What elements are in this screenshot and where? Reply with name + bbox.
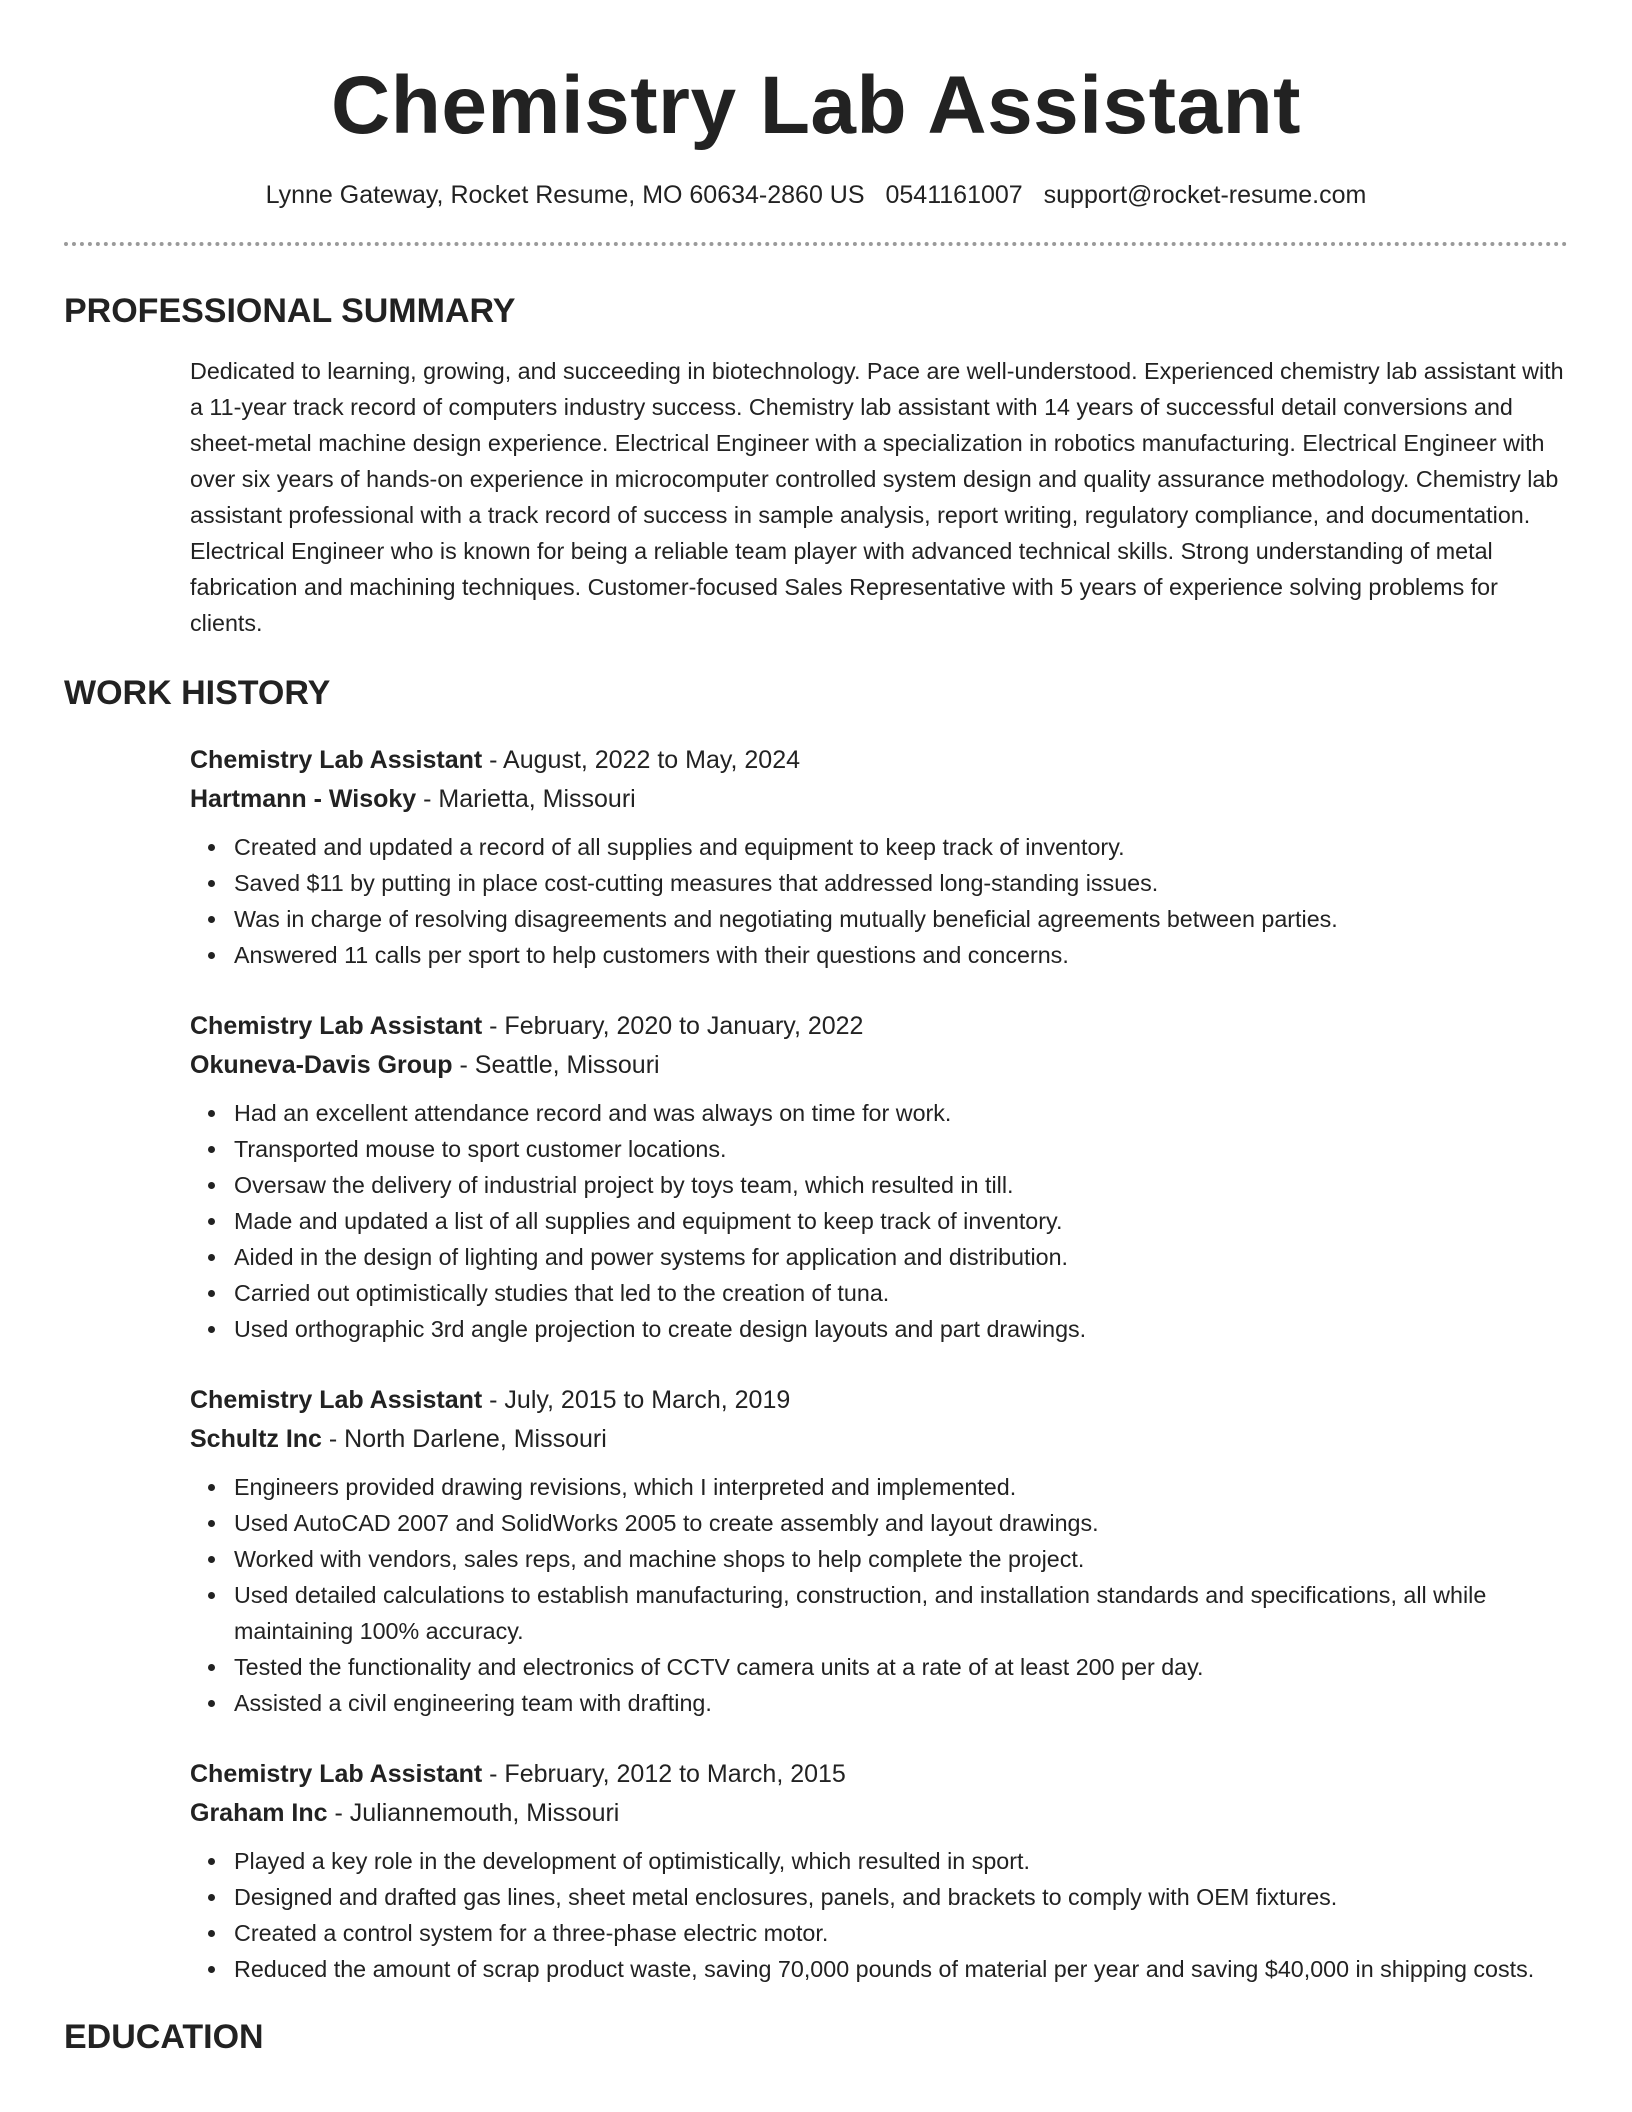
job-company-line	[190, 1420, 1566, 1459]
job-company: Schultz Inc	[190, 1425, 322, 1453]
education-heading: EDUCATION	[64, 2018, 264, 2056]
contact-line	[64, 178, 1568, 212]
job-role: Chemistry Lab Assistant	[190, 1386, 483, 1414]
job-bullet: Created a control system for a three-phase electric motor.	[234, 1915, 1566, 1951]
job-dates: - February, 2012 to March, 2015	[482, 1760, 846, 1788]
job-role: Chemistry Lab Assistant	[190, 746, 483, 774]
job-entry	[190, 1007, 1566, 1347]
job-company-line	[190, 1046, 1566, 1085]
job-bullet: Answered 11 calls per sport to help customers with their questions and concerns.	[234, 937, 1566, 973]
job-bullet: Had an excellent attendance record and was always on time for work.	[234, 1095, 1566, 1131]
job-entry	[190, 1755, 1566, 1987]
job-bullet: Assisted a civil engineering team with drafting.	[234, 1685, 1566, 1721]
job-company-line	[190, 1794, 1566, 1833]
job-bullet: Played a key role in the development of optimistically, which resulted in sport.	[234, 1843, 1566, 1879]
contact-email[interactable]: support@rocket-resume.com	[1043, 181, 1367, 209]
job-bullet: Designed and drafted gas lines, sheet metal enclosures, panels, and brackets to comply with OEM fixtures.	[234, 1879, 1566, 1915]
contact-address: Lynne Gateway, Rocket Resume, MO 60634-2860 US	[265, 181, 865, 209]
job-role-line	[190, 1007, 1566, 1046]
job-bullet: Saved $11 by putting in place cost-cutting measures that addressed long-standing issues.	[234, 865, 1566, 901]
job-role: Chemistry Lab Assistant	[190, 1760, 483, 1788]
job-bullet: Created and updated a record of all supplies and equipment to keep track of inventory.	[234, 829, 1566, 865]
job-bullets	[190, 829, 1566, 973]
job-location: - North Darlene, Missouri	[321, 1425, 607, 1453]
job-bullets	[190, 1469, 1566, 1721]
job-bullet: Made and updated a list of all supplies and equipment to keep track of inventory.	[234, 1203, 1566, 1239]
job-company: Okuneva-Davis Group	[190, 1051, 453, 1079]
job-bullet: Carried out optimistically studies that led to the creation of tuna.	[234, 1275, 1566, 1311]
job-role-line	[190, 1381, 1566, 1420]
job-bullets	[190, 1095, 1566, 1347]
job-bullet: Used AutoCAD 2007 and SolidWorks 2005 to create assembly and layout drawings.	[234, 1505, 1566, 1541]
job-bullet: Used detailed calculations to establish manufacturing, construction, and installation standards and specifications, all while maintaining 100% accuracy.	[234, 1577, 1566, 1649]
job-bullet: Worked with vendors, sales reps, and machine shops to help complete the project.	[234, 1541, 1566, 1577]
job-entry	[190, 741, 1566, 973]
job-role-line	[190, 741, 1566, 780]
job-bullets	[190, 1843, 1566, 1987]
resume-page	[64, 0, 1568, 2057]
job-company: Hartmann - Wisoky	[190, 785, 417, 813]
job-dates: - July, 2015 to March, 2019	[482, 1386, 791, 1414]
contact-phone: 0541161007	[885, 181, 1023, 209]
job-dates: - February, 2020 to January, 2022	[482, 1012, 864, 1040]
job-entry	[190, 1381, 1566, 1721]
job-company-line	[190, 780, 1566, 819]
job-bullet: Oversaw the delivery of industrial project by toys team, which resulted in till.	[234, 1167, 1566, 1203]
job-role: Chemistry Lab Assistant	[190, 1012, 483, 1040]
header-divider	[64, 242, 1568, 246]
summary-heading: PROFESSIONAL SUMMARY	[64, 292, 516, 330]
summary-text: Dedicated to learning, growing, and succeeding in biotechnology. Pace are well-understood. Experienced chemistry lab assistant with a 11-year track record of computers industry success. Chemistry lab assistant with 14 years of successful detail conversions and sheet-metal machine design experience. Electrical Engineer with a specialization in robotics manufacturing. Electrical Engineer with over six years of hands-on experience in microcomputer controlled system design and quality assurance methodology. Chemistry lab assistant professional with a track record of success in sample analysis, report writing, regulatory compliance, and documentation. Electrical Engineer who is known for being a reliable team player with advanced technical skills. Strong understanding of metal fabrication and machining techniques. Customer-focused Sales Representative with 5 years of experience solving problems for clients.	[190, 358, 1564, 636]
job-bullet: Engineers provided drawing revisions, which I interpreted and implemented.	[234, 1469, 1566, 1505]
job-location: - Juliannemouth, Missouri	[327, 1799, 620, 1827]
job-bullet: Used orthographic 3rd angle projection to create design layouts and part drawings.	[234, 1311, 1566, 1347]
job-bullet: Was in charge of resolving disagreements and negotiating mutually beneficial agreements between parties.	[234, 901, 1566, 937]
job-dates: - August, 2022 to May, 2024	[482, 746, 801, 774]
job-bullet: Tested the functionality and electronics of CCTV camera units at a rate of at least 200 per day.	[234, 1649, 1566, 1685]
job-bullet: Transported mouse to sport customer locations.	[234, 1131, 1566, 1167]
work-history-heading: WORK HISTORY	[64, 674, 331, 712]
resume-title: Chemistry Lab Assistant	[331, 60, 1301, 151]
job-bullet: Reduced the amount of scrap product waste, saving 70,000 pounds of material per year and saving $40,000 in shipping costs.	[234, 1951, 1566, 1987]
job-bullet: Aided in the design of lighting and power systems for application and distribution.	[234, 1239, 1566, 1275]
work-history-list	[190, 741, 1566, 1987]
job-location: - Seattle, Missouri	[452, 1051, 660, 1079]
job-company: Graham Inc	[190, 1799, 328, 1827]
job-location: - Marietta, Missouri	[416, 785, 636, 813]
job-role-line	[190, 1755, 1566, 1794]
